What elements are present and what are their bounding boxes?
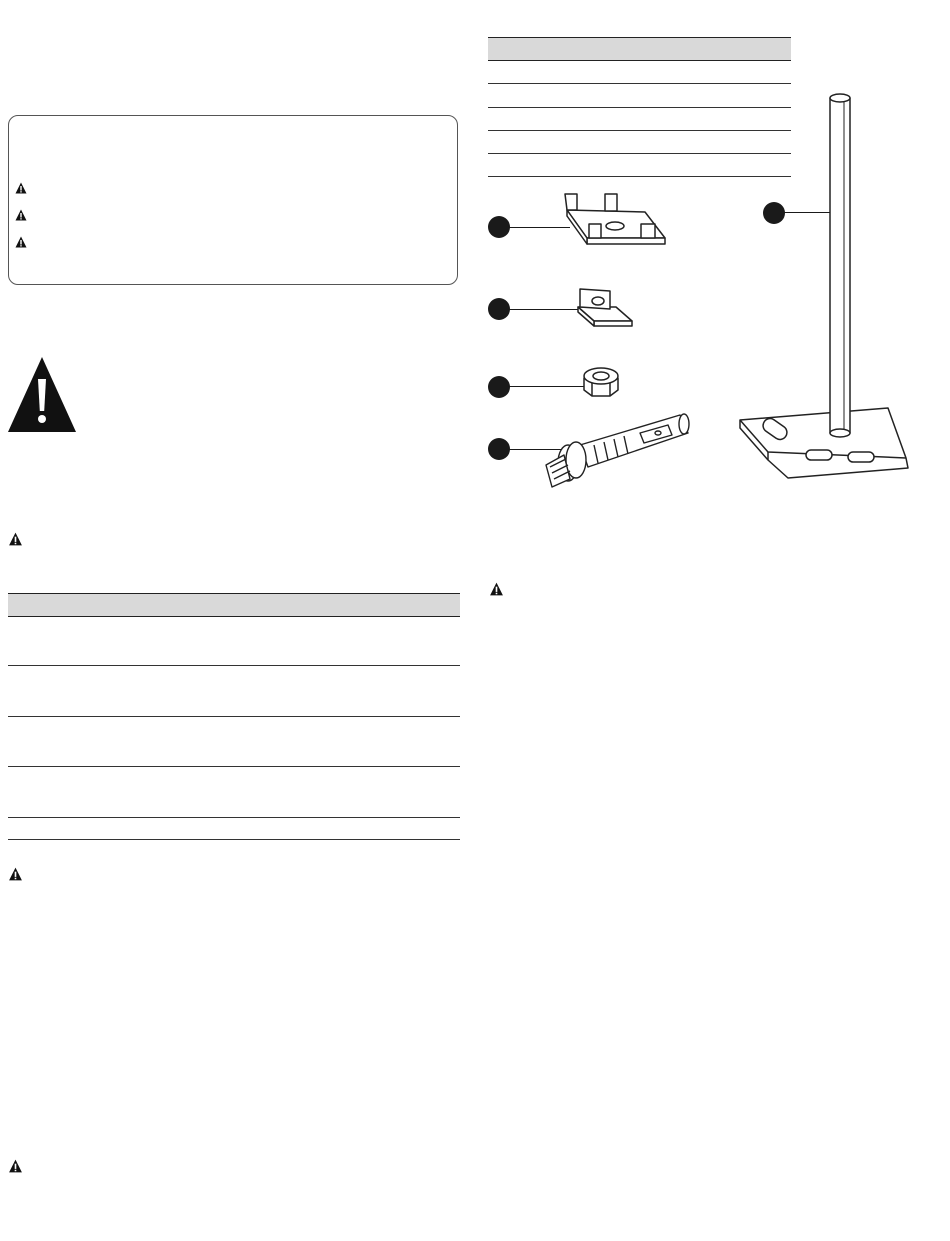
part-callout-1 [488, 216, 510, 238]
safety-notice-box [8, 115, 458, 285]
l-tab-bracket-part [570, 285, 636, 331]
part-callout-2 [488, 298, 510, 320]
parts-table-header [488, 37, 791, 61]
left-table-header [8, 593, 460, 617]
post-with-base-plate-part [738, 90, 910, 480]
left-table-row-divider [8, 839, 460, 840]
left-table-row-divider [8, 665, 460, 666]
warning-triangle-icon [8, 1159, 23, 1173]
warning-triangle-icon [489, 582, 504, 596]
large-exclamation-warning-icon [8, 357, 76, 432]
wedge-anchor-bolt-part [540, 405, 700, 500]
warning-triangle-icon [15, 182, 27, 194]
left-table-row-divider [8, 766, 460, 767]
part-callout-4 [488, 438, 510, 460]
warning-triangle-icon [15, 236, 27, 248]
warning-triangle-icon [8, 867, 23, 881]
warning-triangle-icon [15, 209, 27, 221]
left-table-row-divider [8, 716, 460, 717]
left-table-row-divider [8, 817, 460, 818]
part-leader-line [508, 386, 586, 387]
part-callout-3 [488, 376, 510, 398]
warning-triangle-icon [8, 532, 23, 546]
parts-table-row-divider [488, 83, 791, 84]
u-bracket-plate-part [555, 190, 670, 258]
hex-nut-part [580, 364, 622, 400]
